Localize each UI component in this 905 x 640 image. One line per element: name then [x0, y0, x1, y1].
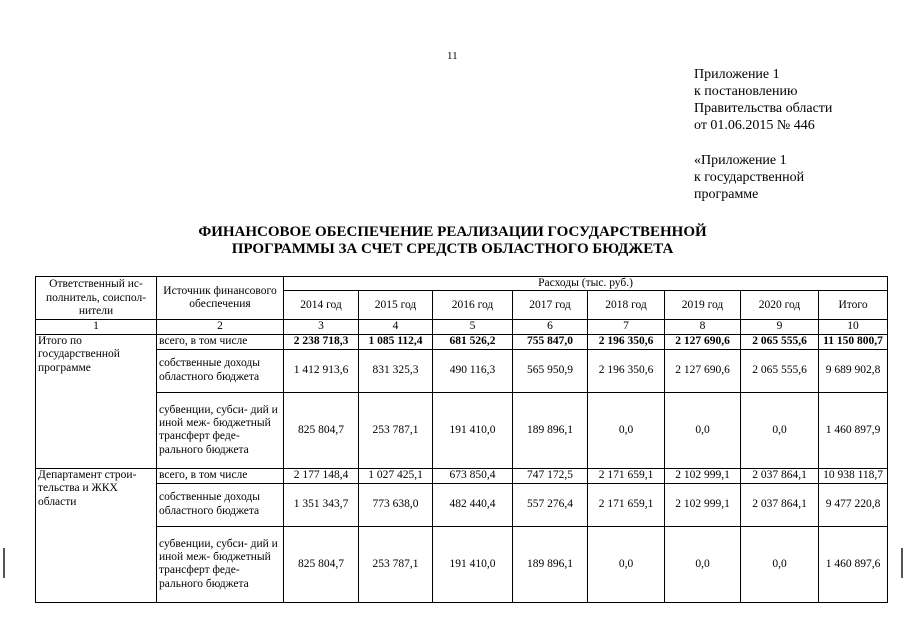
- value-cell: 831 325,3: [359, 349, 433, 392]
- column-number: 2: [157, 320, 284, 334]
- value-cell: 755 847,0: [513, 334, 588, 349]
- value-cell: 773 638,0: [359, 483, 433, 526]
- value-cell: 673 850,4: [433, 468, 513, 483]
- value-cell: 2 127 690,6: [665, 349, 741, 392]
- appendix-line: к постановлению: [694, 84, 798, 99]
- header-executor: Ответственный ис- полнитель, соиспол- нители: [36, 277, 157, 320]
- value-cell: 490 116,3: [433, 349, 513, 392]
- table-row: [36, 334, 888, 349]
- value-cell: 2 171 659,1: [588, 483, 665, 526]
- value-cell: 1 412 913,6: [284, 349, 359, 392]
- value-cell: 2 037 864,1: [741, 483, 819, 526]
- title-line: ФИНАНСОВОЕ ОБЕСПЕЧЕНИЕ РЕАЛИЗАЦИИ ГОСУДАРСТВЕННОЙ: [198, 224, 707, 240]
- table-row: [36, 468, 888, 483]
- appendix-current-block: [694, 66, 832, 134]
- scan-edge-mark: [3, 548, 5, 578]
- column-number: 8: [665, 320, 741, 334]
- value-cell: 2 238 718,3: [284, 334, 359, 349]
- value-cell: 189 896,1: [513, 392, 588, 468]
- document-title: [0, 224, 905, 258]
- value-cell: 0,0: [588, 526, 665, 602]
- scan-edge-mark: [901, 548, 903, 578]
- executor-cell: Итого по государственной программе: [36, 334, 157, 468]
- appendix-line: программе: [694, 187, 759, 202]
- value-cell: 2 196 350,6: [588, 349, 665, 392]
- header-year: 2019 год: [665, 291, 741, 320]
- appendix-line: Приложение 1: [694, 67, 780, 82]
- value-cell: 0,0: [665, 392, 741, 468]
- value-cell: 0,0: [741, 526, 819, 602]
- value-cell: 10 938 118,7: [819, 468, 888, 483]
- source-cell: всего, в том числе: [157, 334, 284, 349]
- value-cell: 191 410,0: [433, 392, 513, 468]
- title-line: ПРОГРАММЫ ЗА СЧЕТ СРЕДСТВ ОБЛАСТНОГО БЮДЖЕТА: [231, 241, 674, 257]
- value-cell: 482 440,4: [433, 483, 513, 526]
- value-cell: 253 787,1: [359, 526, 433, 602]
- value-cell: 2 065 555,6: [741, 349, 819, 392]
- appendix-line: от 01.06.2015 № 446: [694, 118, 815, 133]
- executor-cell: Департамент строи- тельства и ЖКХ области: [36, 468, 157, 602]
- value-cell: 565 950,9: [513, 349, 588, 392]
- appendix-line: «Приложение 1: [694, 153, 787, 168]
- header-year: 2020 год: [741, 291, 819, 320]
- column-number: 5: [433, 320, 513, 334]
- value-cell: 747 172,5: [513, 468, 588, 483]
- header-total: Итого: [819, 291, 888, 320]
- source-cell: собственные доходы областного бюджета: [157, 349, 284, 392]
- value-cell: 9 477 220,8: [819, 483, 888, 526]
- source-cell: субвенции, субси- дий и иной меж- бюджетный трансферт феде- рального бюджета: [157, 526, 284, 602]
- header-expenses: Расходы (тыс. руб.): [284, 277, 888, 291]
- source-cell: собственные доходы областного бюджета: [157, 483, 284, 526]
- column-number: 10: [819, 320, 888, 334]
- value-cell: 2 196 350,6: [588, 334, 665, 349]
- value-cell: 825 804,7: [284, 526, 359, 602]
- page-number: 11: [447, 50, 458, 62]
- value-cell: 9 689 902,8: [819, 349, 888, 392]
- source-cell: всего, в том числе: [157, 468, 284, 483]
- column-number: 7: [588, 320, 665, 334]
- header-year: 2018 год: [588, 291, 665, 320]
- value-cell: 1 351 343,7: [284, 483, 359, 526]
- value-cell: 189 896,1: [513, 526, 588, 602]
- value-cell: 2 102 999,1: [665, 483, 741, 526]
- header-year: 2015 год: [359, 291, 433, 320]
- value-cell: 1 085 112,4: [359, 334, 433, 349]
- value-cell: 2 127 690,6: [665, 334, 741, 349]
- column-number: 4: [359, 320, 433, 334]
- source-cell: субвенции, субси- дий и иной меж- бюджетный трансферт феде- рального бюджета: [157, 392, 284, 468]
- value-cell: 1 027 425,1: [359, 468, 433, 483]
- column-number: 3: [284, 320, 359, 334]
- header-year: 2017 год: [513, 291, 588, 320]
- value-cell: 253 787,1: [359, 392, 433, 468]
- value-cell: 2 065 555,6: [741, 334, 819, 349]
- table-row: [36, 483, 888, 526]
- column-number: 9: [741, 320, 819, 334]
- value-cell: 11 150 800,7: [819, 334, 888, 349]
- table-row: [36, 526, 888, 602]
- appendix-line: к государственной: [694, 170, 805, 185]
- header-source: Источник финансового обеспечения: [157, 277, 284, 320]
- value-cell: 191 410,0: [433, 526, 513, 602]
- value-cell: 0,0: [665, 526, 741, 602]
- header-year: 2016 год: [433, 291, 513, 320]
- column-number: 6: [513, 320, 588, 334]
- value-cell: 2 171 659,1: [588, 468, 665, 483]
- value-cell: 2 102 999,1: [665, 468, 741, 483]
- table-row: [36, 392, 888, 468]
- column-number: 1: [36, 320, 157, 334]
- value-cell: 557 276,4: [513, 483, 588, 526]
- value-cell: 2 177 148,4: [284, 468, 359, 483]
- value-cell: 1 460 897,6: [819, 526, 888, 602]
- value-cell: 825 804,7: [284, 392, 359, 468]
- value-cell: 1 460 897,9: [819, 392, 888, 468]
- appendix-previous-block: [694, 152, 804, 203]
- value-cell: 0,0: [588, 392, 665, 468]
- value-cell: 2 037 864,1: [741, 468, 819, 483]
- table-row: [36, 349, 888, 392]
- financing-table: [35, 276, 888, 603]
- value-cell: 0,0: [741, 392, 819, 468]
- value-cell: 681 526,2: [433, 334, 513, 349]
- header-year: 2014 год: [284, 291, 359, 320]
- appendix-line: Правительства области: [694, 101, 833, 116]
